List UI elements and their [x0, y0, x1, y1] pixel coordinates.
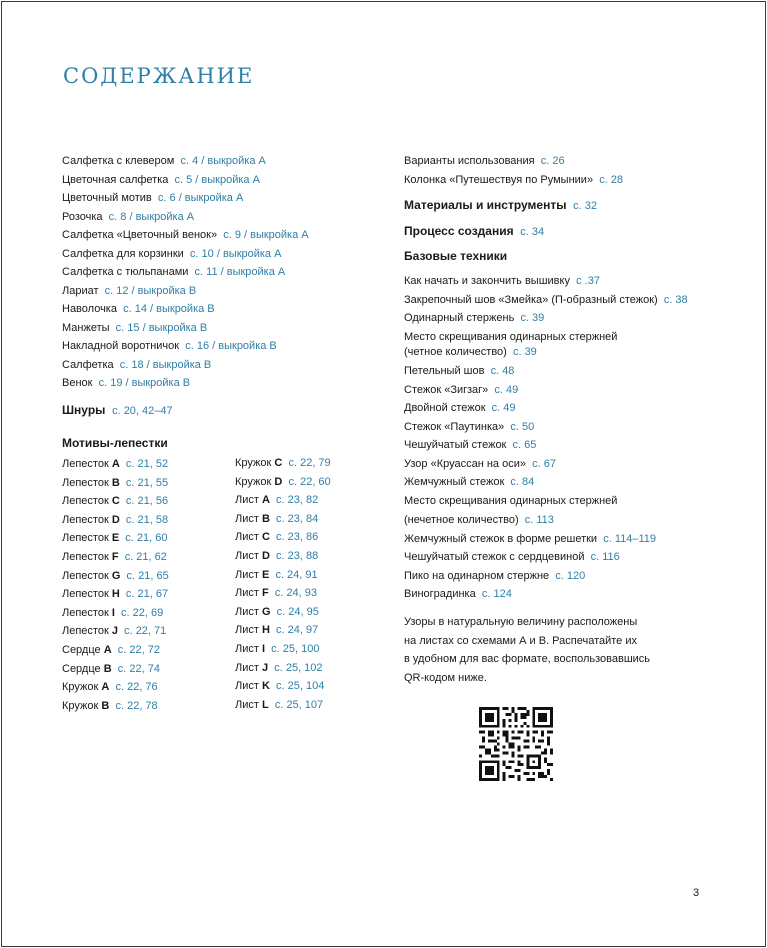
toc-entry[interactable]: Манжеты с. 15 / выкройка В: [62, 321, 208, 334]
toc-entry[interactable]: Лист L с. 25, 107: [235, 698, 324, 711]
page-frame: [1, 1, 766, 947]
toc-entry[interactable]: Лист E с. 24, 91: [235, 568, 318, 581]
toc-entry[interactable]: Стежок «Паутинка» с. 50: [404, 420, 535, 433]
toc-entry[interactable]: Петельный шов с. 48: [404, 365, 515, 377]
toc-entry[interactable]: Лепесток B с. 21, 55: [62, 476, 169, 489]
toc-entry[interactable]: Место скрещивания одинарных стержней: [404, 330, 618, 343]
section-heading-basic: Базовые техники: [404, 249, 508, 263]
toc-entry[interactable]: Кружок B с. 22, 78: [62, 699, 158, 712]
toc-entry[interactable]: Лист A с. 23, 82: [235, 494, 319, 507]
toc-entry[interactable]: Лист I с. 25, 100: [235, 643, 320, 655]
toc-entry[interactable]: Кружок D с. 22, 60: [235, 475, 331, 488]
toc-entry[interactable]: Сердце B с. 22, 74: [62, 662, 160, 675]
toc-entry[interactable]: Венок с. 19 / выкройка В: [62, 377, 191, 389]
toc-entry[interactable]: Наволочка с. 14 / выкройка В: [62, 303, 215, 315]
toc-entry[interactable]: Колонка «Путешествуя по Румынии» с. 28: [404, 173, 624, 186]
toc-entry[interactable]: Лист J с. 25, 102: [235, 661, 323, 674]
toc-entry[interactable]: Место скрещивания одинарных стержней: [404, 494, 618, 507]
toc-entry[interactable]: Кружок C с. 22, 79: [235, 457, 331, 469]
toc-entry[interactable]: Лист F с. 24, 93: [235, 587, 318, 600]
toc-entry[interactable]: Лист H с. 24, 97: [235, 624, 319, 637]
toc-entry[interactable]: Лист K с. 25, 104: [235, 680, 325, 693]
toc-entry[interactable]: Жемчужный стежок в форме решетки с. 114–119: [404, 532, 657, 545]
toc-entry[interactable]: Одинарный стержень с. 39: [404, 312, 545, 324]
toc-entry[interactable]: Лепесток C с. 21, 56: [62, 495, 169, 508]
toc-entry[interactable]: Розочка с. 8 / выкройка А: [62, 210, 195, 223]
toc-entry[interactable]: Как начать и закончить вышивку с .37: [404, 275, 600, 287]
toc-entry[interactable]: Лист B с. 23, 84: [235, 512, 319, 525]
page-number: 3: [693, 887, 700, 899]
toc-entry[interactable]: Лариат с. 12 / выкройка В: [62, 284, 197, 297]
toc-entry[interactable]: Салфетка с тюльпанами с. 11 / выкройка А: [62, 266, 286, 278]
page-title: СОДЕРЖАНИЕ: [63, 64, 255, 88]
toc-entry[interactable]: Лист C с. 23, 86: [235, 531, 319, 544]
toc-entry[interactable]: Салфетка с. 18 / выкройка В: [62, 358, 212, 371]
section-heading-motifs: Мотивы-лепестки: [62, 436, 168, 450]
toc-entry[interactable]: Закрепочный шов «Змейка» (П-образный стежок) с. 38: [404, 293, 688, 306]
toc-entry[interactable]: Лист G с. 24, 95: [235, 605, 319, 618]
toc-entry[interactable]: Сердце A с. 22, 72: [62, 644, 160, 656]
toc-entry[interactable]: Салфетка «Цветочный венок» с. 9 / выкройка А: [62, 229, 309, 241]
toc-entry[interactable]: Накладной воротничок с. 16 / выкройка В: [62, 340, 277, 352]
pattern-note: [404, 613, 650, 687]
toc-entry[interactable]: Лепесток A с. 21, 52: [62, 458, 169, 470]
note-line: Узоры в натуральную величину расположены: [404, 616, 638, 628]
toc-entry[interactable]: (нечетное количество) с. 113: [404, 514, 554, 526]
toc-entry[interactable]: Варианты использования с. 26: [404, 155, 565, 167]
toc-entry[interactable]: Стежок «Зигзаг» с. 49: [404, 383, 519, 396]
toc-entry[interactable]: Узор «Круассан на оси» с. 67: [404, 457, 556, 470]
toc-entry[interactable]: Пико на одинарном стержне с. 120: [404, 569, 586, 582]
toc-entry[interactable]: Чешуйчатый стежок с сердцевиной с. 116: [404, 551, 620, 563]
toc-entry[interactable]: Лепесток I с. 22, 69: [62, 606, 164, 619]
section-heading-cords[interactable]: Шнуры с. 20, 42–47: [62, 403, 173, 417]
toc-entry[interactable]: Лепесток E с. 21, 60: [62, 532, 168, 545]
toc-entry[interactable]: Лист D с. 23, 88: [235, 550, 319, 562]
section-heading-materials[interactable]: Материалы и инструменты с. 32: [404, 198, 597, 212]
toc-entry[interactable]: Кружок A с. 22, 76: [62, 681, 158, 694]
toc-entry[interactable]: Лепесток G с. 21, 65: [62, 569, 169, 582]
toc-entry[interactable]: Жемчужный стежок с. 84: [404, 476, 535, 488]
qr-code-icon[interactable]: [479, 707, 553, 781]
toc-entry[interactable]: Цветочная салфетка с. 5 / выкройка А: [62, 173, 260, 186]
note-line: QR-кодом ниже.: [404, 671, 487, 684]
toc-entry[interactable]: Лепесток F с. 21, 62: [62, 551, 167, 563]
toc-entry[interactable]: Лепесток J с. 22, 71: [62, 625, 167, 638]
toc-entry[interactable]: Чешуйчатый стежок с. 65: [404, 439, 537, 451]
note-line: на листах со схемами А и В. Распечатайте их: [404, 634, 637, 647]
toc-entry[interactable]: Виноградинка с. 124: [404, 588, 512, 600]
toc-entry[interactable]: Двойной стежок с. 49: [404, 402, 516, 414]
toc-entry[interactable]: Лепесток H с. 21, 67: [62, 588, 169, 601]
section-heading-process[interactable]: Процесс создания с. 34: [404, 224, 545, 238]
toc-entry[interactable]: (четное количество) с. 39: [404, 346, 537, 358]
toc-entry[interactable]: Лепесток D с. 21, 58: [62, 513, 169, 526]
note-line: в удобном для вас формате, воспользовавшись: [404, 653, 651, 665]
toc-entry[interactable]: Цветочный мотив с. 6 / выкройка А: [62, 192, 244, 204]
toc-entry[interactable]: Салфетка с клевером с. 4 / выкройка А: [62, 155, 266, 167]
toc-entry[interactable]: Салфетка для корзинки с. 10 / выкройка А: [62, 247, 282, 260]
